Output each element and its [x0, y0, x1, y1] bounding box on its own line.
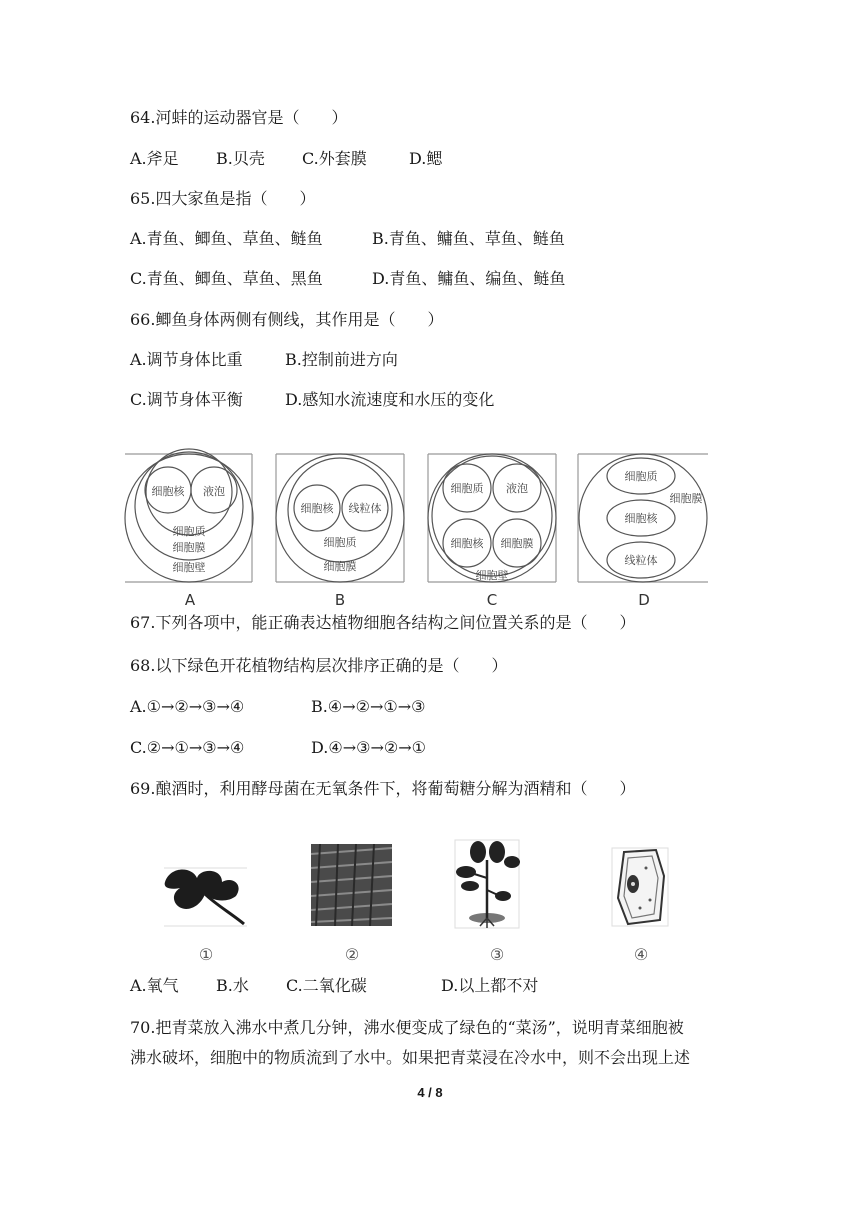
label-c-vacuole: 液泡: [506, 482, 528, 495]
q67-stem: 67.下列各项中，能正确表达植物细胞各结构之间位置关系的是（ ）: [130, 613, 636, 632]
q64-option-c: C.外套膜: [302, 149, 367, 168]
panel-letter-d: D: [638, 591, 650, 608]
q66-option-d: D.感知水流速度和水压的变化: [285, 390, 495, 409]
q64-option-d: D.鳃: [409, 149, 443, 168]
q65-option-c: C.青鱼、鲫鱼、草鱼、黑鱼: [130, 269, 323, 288]
plant-label-3: ③: [489, 945, 505, 964]
label-a-membrane: 细胞膜: [172, 541, 206, 554]
q66-options-row1: [130, 350, 398, 370]
q66-option-a: A.调节身体比重: [130, 350, 243, 369]
q69-option-b: B.水: [216, 976, 249, 995]
q68-option-a: A.①→②→③→④: [130, 697, 245, 716]
label-a-vacuole: 液泡: [203, 485, 225, 498]
label-a-nucleus: 细胞核: [151, 485, 185, 498]
q68-stem: 68.以下绿色开花植物结构层次排序正确的是（ ）: [130, 656, 508, 675]
q64-option-b: B.贝壳: [216, 149, 265, 168]
q68-option-c: C.②→①→③→④: [130, 738, 245, 757]
label-a-wall: 细胞壁: [172, 561, 206, 574]
q64-stem: 64.河蚌的运动器官是（ ）: [130, 108, 348, 127]
label-c-nucleus: 细胞核: [450, 537, 484, 550]
cell-image: [612, 848, 668, 926]
cell-membrane-circle: [432, 456, 552, 576]
label-b-mitochondria: 线粒体: [348, 502, 382, 515]
cell-structure-figure: [0, 448, 860, 608]
q66-option-c: C.调节身体平衡: [130, 390, 243, 409]
cell-wall-circle: [428, 454, 556, 582]
q68-option-d: D.④→③→②→①: [311, 738, 426, 757]
label-a-cytoplasm: 细胞质: [172, 525, 206, 538]
q65-option-d: D.青鱼、鳙鱼、编鱼、鲢鱼: [372, 269, 566, 288]
label-c-wall: 细胞壁: [475, 569, 509, 582]
q69-option-c: C.二氧化碳: [286, 976, 367, 995]
panel-letter-a: A: [184, 591, 196, 608]
q69-option-d: D.以上都不对: [441, 976, 539, 995]
q69-option-a: A.氧气: [130, 976, 179, 995]
panel-letter-c: C: [486, 591, 498, 608]
label-d-mitochondria: 线粒体: [624, 554, 658, 567]
q65-option-a: A.青鱼、鲫鱼、草鱼、鲢鱼: [130, 229, 323, 248]
q65-stem: 65.四大家鱼是指（ ）: [130, 189, 316, 208]
label-d-nucleus: 细胞核: [624, 512, 658, 525]
label-c-cytoplasm: 细胞质: [450, 482, 484, 495]
q65-option-b: B.青鱼、鳙鱼、草鱼、鲢鱼: [372, 229, 565, 248]
page-number: 4 / 8: [417, 1085, 443, 1100]
q69-options: [130, 976, 538, 996]
q65-options-row1: [130, 229, 565, 249]
label-b-nucleus: 细胞核: [300, 502, 334, 515]
q66-option-b: B.控制前进方向: [285, 350, 398, 369]
tissue-image: [311, 844, 392, 926]
q68-option-b: B.④→②→①→③: [311, 697, 426, 716]
label-d-cytoplasm: 细胞质: [624, 470, 658, 483]
q70-line-2: 沸水破坏，细胞中的物质流到了水中。如果把青菜浸在冷水中，则不会出现上述: [130, 1048, 691, 1067]
q64-option-a: A.斧足: [130, 149, 179, 168]
q66-options-row2: [130, 390, 494, 410]
label-c-membrane: 细胞膜: [500, 537, 534, 550]
q70-line-1: 70.把青菜放入沸水中煮几分钟，沸水便变成了绿色的“菜汤”，说明青菜细胞被: [130, 1018, 684, 1037]
panel-letter-b: B: [334, 591, 346, 608]
q65-options-row2: [130, 269, 565, 289]
leaf-image: [164, 868, 247, 926]
q64-options: [130, 149, 442, 169]
q66-stem: 66.鲫鱼身体两侧有侧线，其作用是（ ）: [130, 310, 444, 329]
q69-stem: 69.酿酒时，利用酵母菌在无氧条件下，将葡萄糖分解为酒精和（ ）: [130, 779, 636, 798]
label-d-membrane: 细胞膜: [669, 492, 703, 505]
plant-image: [455, 840, 520, 928]
q68-options-row2: [130, 738, 426, 758]
plant-structure-figure: [0, 838, 860, 973]
plant-label-2: ②: [344, 945, 360, 964]
cell-diagram-c: [428, 454, 556, 582]
q68-options-row1: [130, 697, 425, 717]
plant-label-1: ①: [198, 945, 214, 964]
label-b-membrane: 细胞膜: [323, 560, 357, 573]
label-b-cytoplasm: 细胞质: [323, 536, 357, 549]
plant-label-4: ④: [633, 945, 649, 964]
